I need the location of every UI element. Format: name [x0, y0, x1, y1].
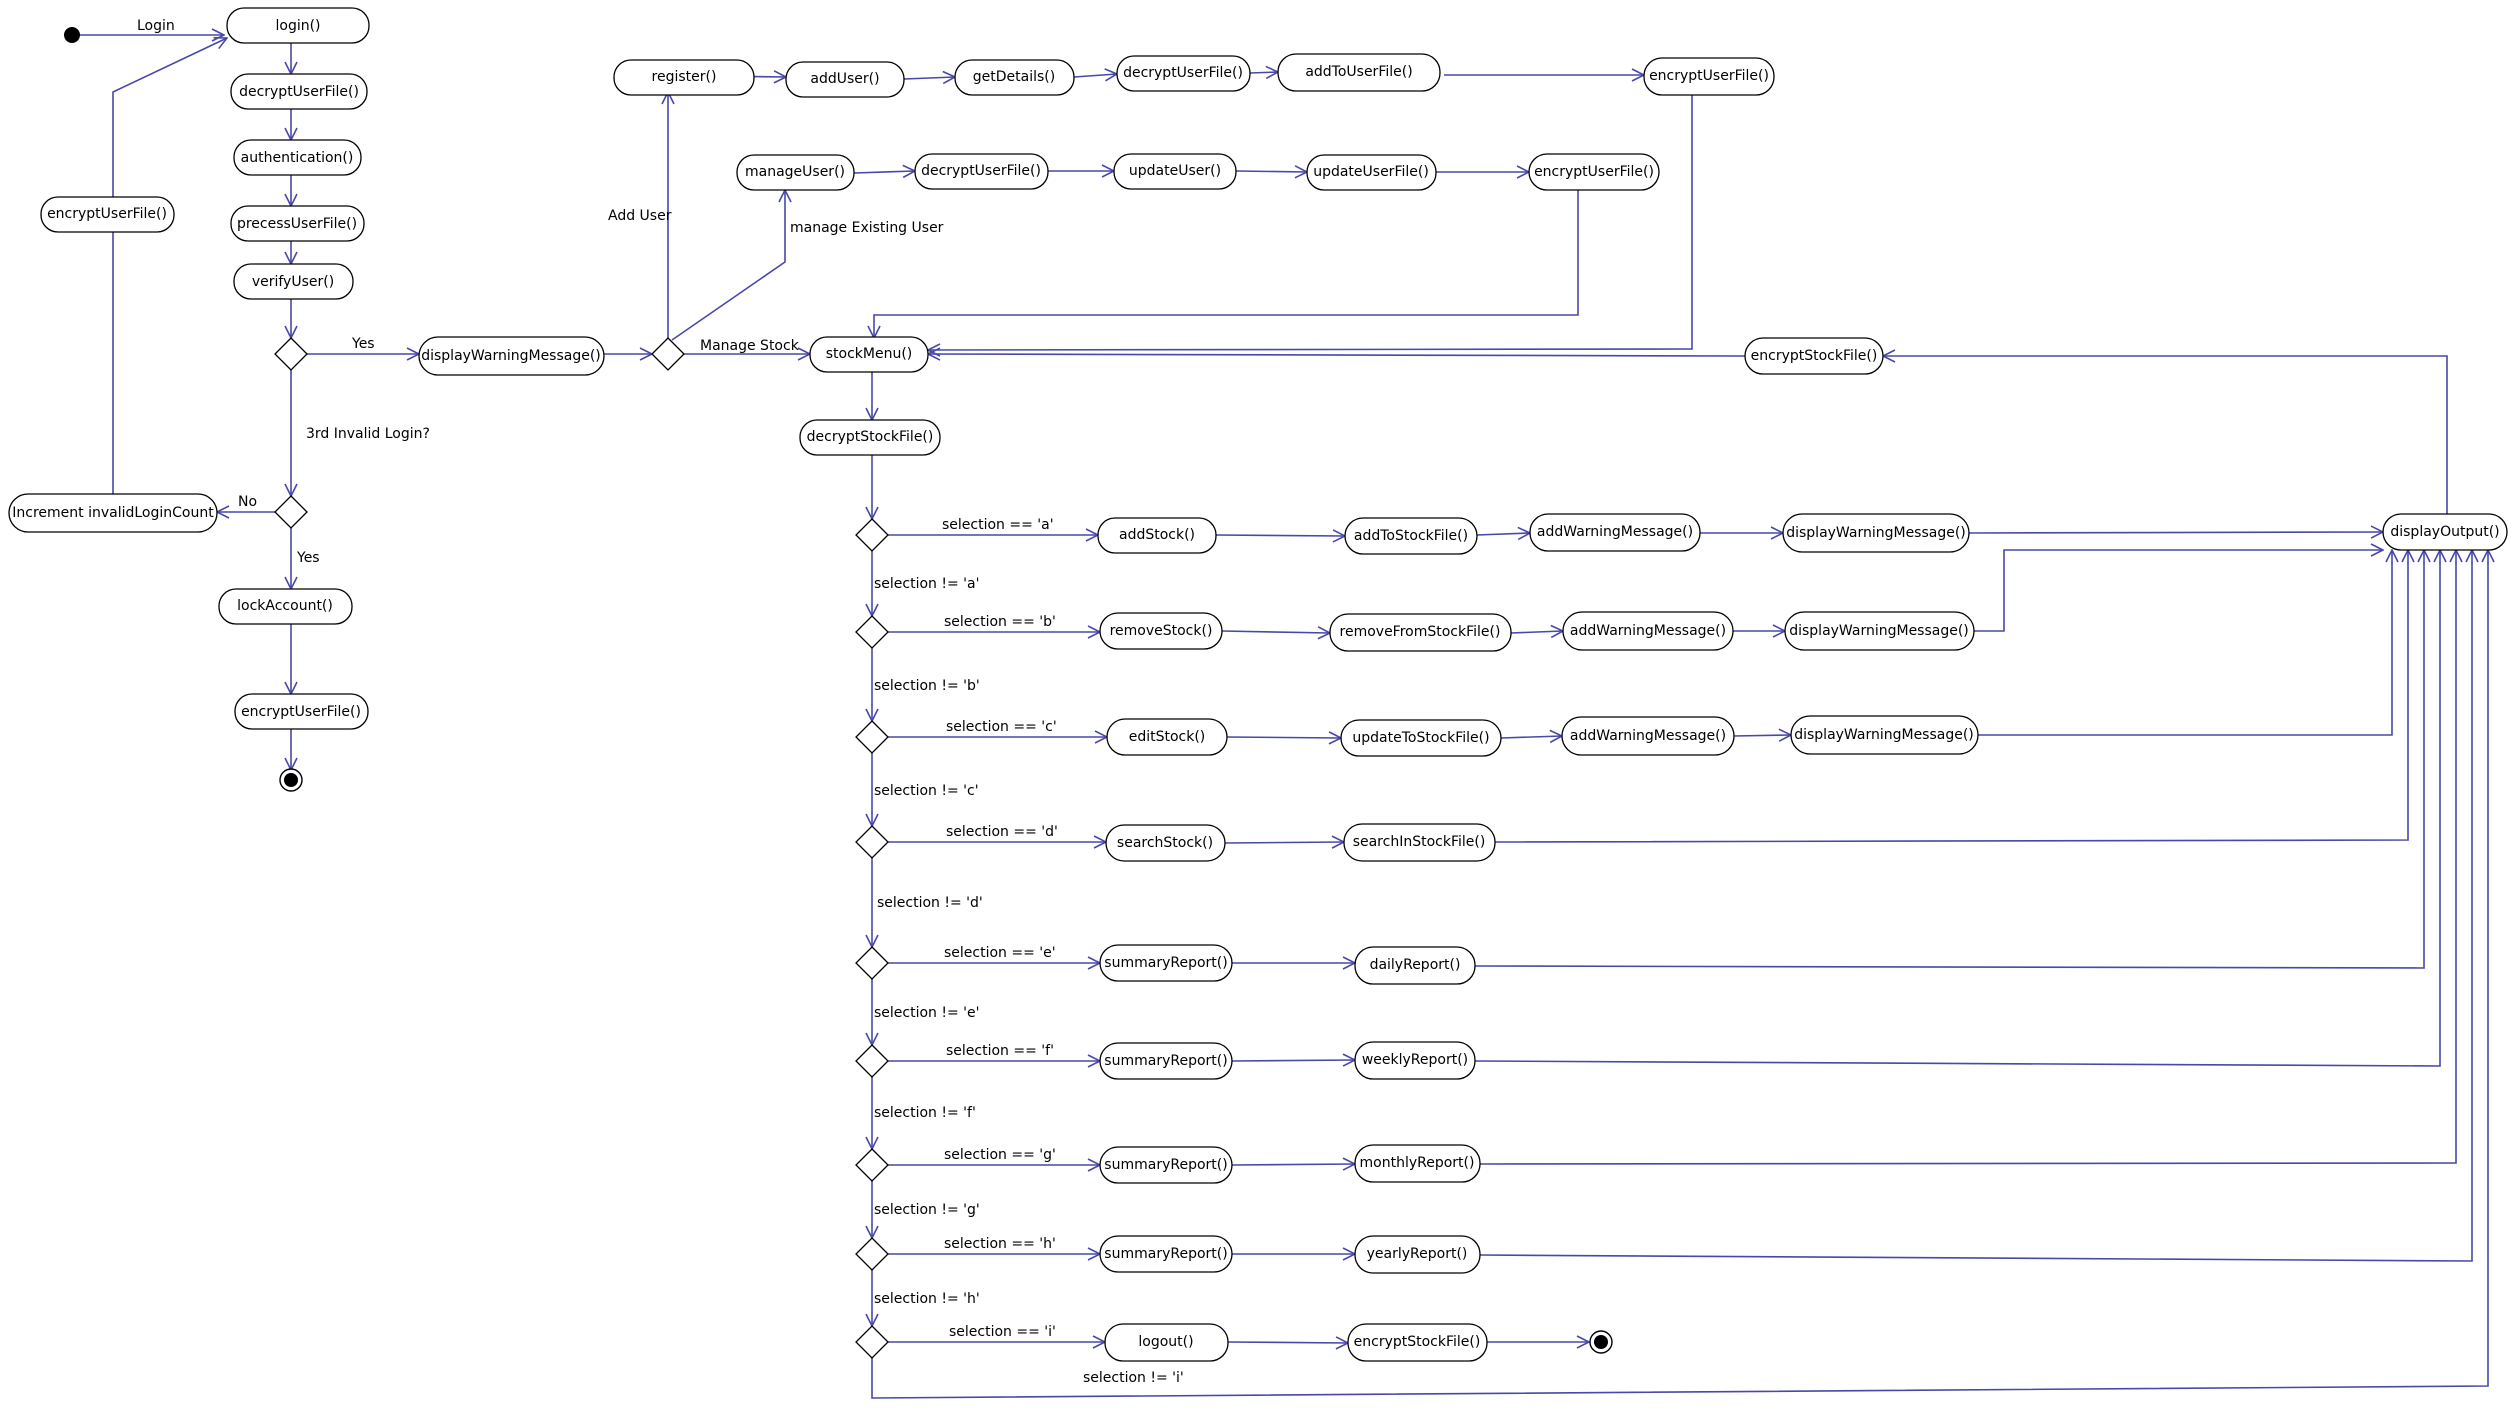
- flow-edge: [1074, 74, 1117, 77]
- activity-edit-stock: [1107, 719, 1227, 755]
- edge-label-login: Login: [137, 18, 175, 34]
- svg-text:decryptUserFile(): decryptUserFile(): [1123, 65, 1243, 81]
- activity-update-user-file: [1307, 155, 1436, 190]
- flow-edge: [1225, 842, 1344, 843]
- svg-text:addToUserFile(): addToUserFile(): [1305, 64, 1413, 80]
- guard-selection-eq-f: selection == 'f': [946, 1043, 1054, 1059]
- activity-update-user: [1114, 154, 1236, 189]
- guard-selection-ne-h: selection != 'h': [874, 1291, 980, 1307]
- edge-label-no: No: [238, 494, 258, 510]
- activity-register: [614, 60, 754, 95]
- svg-text:updateToStockFile(): updateToStockFile(): [1352, 730, 1490, 746]
- flow-edge: [854, 171, 915, 173]
- decision-selection-f: [856, 1045, 888, 1077]
- flow-edge: [1511, 631, 1563, 633]
- activity-add-to-stock-file: [1345, 518, 1477, 554]
- activity-monthly-report: [1355, 1145, 1480, 1182]
- svg-text:precessUserFile(): precessUserFile(): [236, 216, 358, 232]
- decision-selection-e: [856, 947, 888, 979]
- activity-manage-user: [737, 155, 854, 190]
- activity-encrypt-stock-file-top: [1745, 338, 1883, 374]
- activity-decrypt-user-file-add: [1117, 56, 1250, 91]
- svg-text:addWarningMessage(): addWarningMessage(): [1569, 623, 1727, 639]
- flow-edge: [904, 77, 955, 79]
- activity-encrypt-user-file-manage: [1529, 154, 1659, 190]
- decision-third-invalid: [275, 496, 307, 528]
- flow-edge: [928, 354, 1745, 356]
- svg-text:displayWarningMessage(): displayWarningMessage(): [421, 348, 601, 364]
- activity-weekly-report: [1355, 1042, 1475, 1079]
- activity-increment-invalid-login-count: [9, 494, 217, 532]
- svg-text:addWarningMessage(): addWarningMessage(): [1536, 524, 1694, 540]
- activity-add-to-user-file: [1278, 54, 1440, 91]
- guard-selection-ne-i: selection != 'i': [1083, 1370, 1184, 1386]
- guard-selection-ne-a: selection != 'a': [874, 576, 980, 592]
- svg-text:stockMenu(): stockMenu(): [825, 346, 913, 362]
- svg-text:addStock(): addStock(): [1118, 527, 1196, 543]
- svg-text:getDetails(): getDetails(): [972, 69, 1056, 85]
- svg-text:decryptUserFile(): decryptUserFile(): [239, 84, 359, 100]
- activity-encrypt-user-file-top: [1644, 58, 1774, 95]
- activity-summary-report-e: [1100, 945, 1232, 981]
- flow-edge: [1228, 1342, 1348, 1343]
- svg-text:register(): register(): [651, 69, 717, 85]
- activity-display-warning-message-main: [419, 337, 604, 375]
- svg-text:summaryReport(): summaryReport(): [1104, 1157, 1228, 1173]
- svg-text:monthlyReport(): monthlyReport(): [1359, 1155, 1475, 1171]
- flow-edge: [113, 38, 227, 494]
- svg-text:removeStock(): removeStock(): [1109, 623, 1213, 639]
- flow-edge: [1232, 1164, 1355, 1165]
- activity-display-output: [2383, 514, 2507, 550]
- activity-display-warning-message-a: [1783, 514, 1969, 552]
- guard-selection-eq-e: selection == 'e': [944, 945, 1056, 961]
- flow-edges: [72, 35, 2488, 1398]
- flow-edge: [1734, 735, 1791, 736]
- flow-edge: [1974, 550, 2383, 631]
- activity-decrypt-user-file: [231, 74, 367, 109]
- guard-selection-ne-e: selection != 'e': [874, 1005, 980, 1021]
- svg-text:summaryReport(): summaryReport(): [1104, 1246, 1228, 1262]
- guard-selection-eq-i: selection == 'i': [949, 1324, 1056, 1340]
- svg-text:addToStockFile(): addToStockFile(): [1353, 528, 1469, 544]
- flow-edge: [1222, 631, 1330, 633]
- initial-node: [64, 27, 80, 43]
- edge-label-yes-lock: Yes: [297, 550, 320, 566]
- svg-text:encryptUserFile(): encryptUserFile(): [1649, 68, 1769, 84]
- svg-text:addUser(): addUser(): [810, 71, 880, 87]
- activity-yearly-report: [1355, 1236, 1480, 1273]
- edge-label-manage-existing-user: manage Existing User: [790, 220, 944, 236]
- svg-text:login(): login(): [275, 18, 321, 34]
- activity-remove-from-stock-file: [1330, 614, 1511, 651]
- flow-edge: [1232, 1060, 1355, 1061]
- activity-verify-user: [234, 264, 353, 299]
- activity-add-warning-message-a: [1530, 514, 1700, 551]
- svg-text:searchInStockFile(): searchInStockFile(): [1352, 834, 1486, 850]
- svg-text:summaryReport(): summaryReport(): [1104, 955, 1228, 971]
- decision-selection-a: [856, 519, 888, 551]
- svg-text:encryptUserFile(): encryptUserFile(): [241, 704, 361, 720]
- activity-logout: [1105, 1324, 1228, 1361]
- guard-selection-ne-f: selection != 'f': [874, 1105, 976, 1121]
- activity-remove-stock: [1100, 613, 1222, 649]
- activity-get-details: [955, 60, 1074, 95]
- flow-edge: [1883, 356, 2447, 514]
- svg-text:encryptUserFile(): encryptUserFile(): [1534, 164, 1654, 180]
- flow-edge: [1216, 535, 1345, 536]
- svg-text:summaryReport(): summaryReport(): [1104, 1053, 1228, 1069]
- activity-search-in-stock-file: [1344, 824, 1495, 861]
- activity-summary-report-g: [1100, 1147, 1232, 1183]
- svg-text:removeFromStockFile(): removeFromStockFile(): [1339, 624, 1501, 640]
- svg-text:displayWarningMessage(): displayWarningMessage(): [1794, 727, 1974, 743]
- activity-add-user: [786, 62, 904, 97]
- svg-text:authentication(): authentication(): [240, 150, 354, 166]
- activity-decrypt-stock-file: [800, 420, 940, 455]
- activity-login: [227, 8, 369, 43]
- svg-text:encryptStockFile(): encryptStockFile(): [1353, 1334, 1481, 1350]
- activity-summary-report-h: [1100, 1236, 1232, 1272]
- guard-selection-eq-b: selection == 'b': [944, 614, 1056, 630]
- decision-selection-b: [856, 616, 888, 648]
- final-node-login: [280, 769, 302, 791]
- svg-text:yearlyReport(): yearlyReport(): [1366, 1246, 1468, 1262]
- guard-selection-eq-g: selection == 'g': [944, 1147, 1056, 1163]
- svg-text:searchStock(): searchStock(): [1116, 835, 1214, 851]
- svg-text:decryptUserFile(): decryptUserFile(): [921, 163, 1041, 179]
- activity-encrypt-user-file-left: [41, 197, 174, 232]
- activity-add-stock: [1098, 518, 1216, 553]
- guard-selection-ne-g: selection != 'g': [874, 1202, 980, 1218]
- flow-edge: [1969, 532, 2383, 533]
- guard-selection-eq-c: selection == 'c': [946, 719, 1057, 735]
- svg-text:logout(): logout(): [1138, 1334, 1194, 1350]
- svg-text:encryptUserFile(): encryptUserFile(): [47, 206, 167, 222]
- flow-edge: [1495, 550, 2408, 842]
- activity-authentication: [234, 140, 361, 175]
- svg-text:manageUser(): manageUser(): [744, 164, 846, 180]
- activity-encrypt-stock-file-end: [1348, 1324, 1487, 1361]
- decision-nodes: [275, 338, 888, 1358]
- activity-search-stock: [1106, 825, 1225, 861]
- guard-selection-eq-h: selection == 'h': [944, 1236, 1056, 1252]
- decision-selection-i: [856, 1326, 888, 1358]
- svg-text:verifyUser(): verifyUser(): [251, 274, 335, 290]
- flow-edge: [1236, 171, 1307, 172]
- activity-update-to-stock-file: [1341, 720, 1501, 756]
- decision-selection-c: [856, 721, 888, 753]
- activity-add-warning-message-c: [1562, 717, 1734, 755]
- activity-add-warning-message-b: [1563, 612, 1733, 650]
- svg-text:dailyReport(): dailyReport(): [1369, 957, 1461, 973]
- svg-text:encryptStockFile(): encryptStockFile(): [1750, 348, 1878, 364]
- decision-selection-g: [856, 1149, 888, 1181]
- guard-selection-ne-b: selection != 'b': [874, 678, 980, 694]
- edge-label-yes: Yes: [352, 336, 375, 352]
- edge-label-manage-stock: Manage Stock: [700, 338, 799, 354]
- edge-label-third-invalid-login: 3rd Invalid Login?: [306, 426, 430, 442]
- guard-selection-eq-a: selection == 'a': [942, 517, 1054, 533]
- decision-selection-d: [856, 826, 888, 858]
- decision-valid-login: [275, 338, 307, 370]
- decision-menu: [652, 338, 684, 370]
- final-node-logout: [1590, 1331, 1612, 1353]
- svg-text:updateUserFile(): updateUserFile(): [1313, 164, 1429, 180]
- flow-edge: [874, 190, 1578, 338]
- guard-selection-ne-d: selection != 'd': [877, 895, 983, 911]
- svg-text:displayWarningMessage(): displayWarningMessage(): [1786, 525, 1966, 541]
- svg-text:weeklyReport(): weeklyReport(): [1361, 1052, 1469, 1068]
- activity-precess-user-file: [231, 206, 364, 241]
- edge-label-add-user: Add User: [608, 208, 672, 224]
- svg-text:updateUser(): updateUser(): [1128, 163, 1222, 179]
- svg-text:displayWarningMessage(): displayWarningMessage(): [1789, 623, 1969, 639]
- flow-edge: [1978, 550, 2392, 735]
- svg-text:decryptStockFile(): decryptStockFile(): [806, 429, 934, 445]
- flow-edge: [1501, 736, 1562, 738]
- activity-daily-report: [1355, 947, 1475, 984]
- activity-summary-report-f: [1100, 1043, 1232, 1079]
- activity-display-warning-message-c: [1791, 716, 1978, 754]
- guard-selection-eq-d: selection == 'd': [946, 824, 1058, 840]
- flow-edge: [1250, 72, 1278, 73]
- activity-encrypt-user-file-lock: [235, 694, 368, 729]
- activity-decrypt-user-file-manage: [915, 154, 1048, 189]
- activity-stock-menu: [810, 337, 928, 372]
- svg-text:lockAccount(): lockAccount(): [237, 598, 333, 614]
- svg-text:displayOutput(): displayOutput(): [2390, 524, 2500, 540]
- guard-selection-ne-c: selection != 'c': [874, 783, 979, 799]
- activity-lock-account: [219, 589, 352, 624]
- flow-edge: [1480, 550, 2472, 1261]
- svg-text:Increment invalidLoginCount: Increment invalidLoginCount: [12, 505, 214, 521]
- svg-text:addWarningMessage(): addWarningMessage(): [1569, 728, 1727, 744]
- svg-text:editStock(): editStock(): [1128, 729, 1206, 745]
- flow-edge: [1227, 737, 1341, 738]
- flow-edge: [672, 190, 785, 340]
- flow-edge: [1477, 533, 1530, 535]
- decision-selection-h: [856, 1238, 888, 1270]
- activity-display-warning-message-b: [1785, 612, 1974, 650]
